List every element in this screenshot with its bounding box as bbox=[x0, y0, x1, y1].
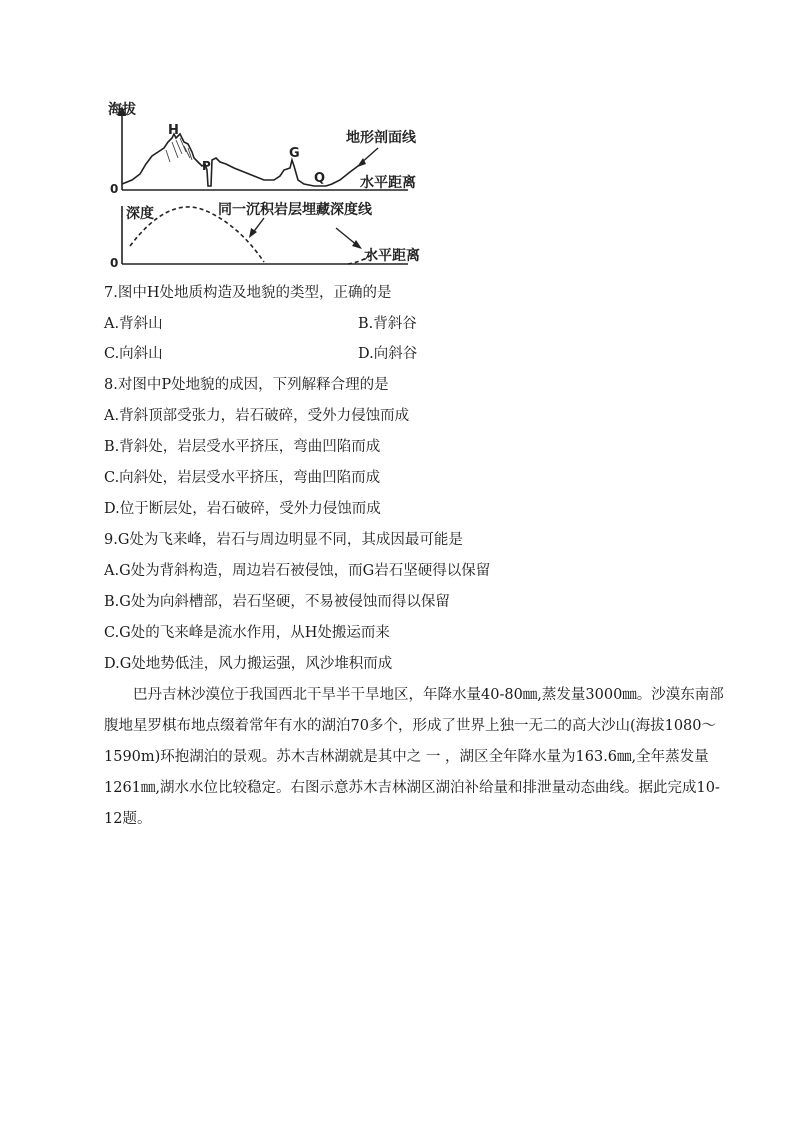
point-label-q: Q bbox=[314, 171, 326, 186]
bottom-x-label: 水平距离 bbox=[364, 248, 420, 264]
bottom-origin: 0 bbox=[110, 256, 119, 270]
option-c: C.G处的飞来峰是流水作用，从H处搬运而来 bbox=[104, 625, 390, 641]
curve-label-depth: 同一沉积岩层埋藏深度线 bbox=[218, 202, 372, 218]
bottom-panel bbox=[110, 201, 420, 270]
option-a: A.背斜山 bbox=[104, 316, 163, 332]
option-c: C.向斜处，岩层受水平挤压，弯曲凹陷而成 bbox=[104, 470, 381, 486]
option-d: D.向斜谷 bbox=[358, 346, 418, 362]
question-stem: 7.图中H处地质构造及地貌的类型，正确的是 bbox=[104, 285, 392, 301]
h-mountain-hatching bbox=[166, 138, 192, 162]
option-b: B.背斜处，岩层受水平挤压，弯曲凹陷而成 bbox=[104, 439, 381, 455]
option-b: B.背斜谷 bbox=[358, 316, 417, 332]
curve-label-terrain: 地形剖面线 bbox=[346, 130, 416, 146]
passage-text: 巴丹吉林沙漠位于我国西北干旱半干旱地区，年降水量40-80㎜,蒸发量3000㎜。沙漠东南部腹地星罗棋布地点缀着常年有水的湖泊70多个，形成了世界上独一无二的高大沙山(海拔1080～1590m)环抱湖泊的景观。苏木吉林湖就是其中之 一 ，湖区全年降水量为163.6㎜,全年蒸发量1261㎜,湖水水位比较稳定。右图示意苏木吉林湖区湖泊补给量和排泄量动态曲线。据此完成10-12题。 bbox=[104, 687, 724, 827]
top-y-label: 海拔 bbox=[108, 102, 136, 118]
question-stem: 9.G处为飞来峰，岩石与周边明显不同，其成因最可能是 bbox=[104, 532, 463, 548]
bottom-y-label: 深度 bbox=[126, 206, 154, 222]
point-label-g: G bbox=[289, 146, 300, 161]
question-stem: 8.对图中P处地貌的成因，下列解释合理的是 bbox=[104, 377, 389, 393]
option-a: A.背斜顶部受张力，岩石破碎，受外力侵蚀而成 bbox=[104, 408, 410, 424]
option-b: B.G处为向斜槽部，岩石坚硬，不易被侵蚀而得以保留 bbox=[104, 594, 450, 610]
top-x-label: 水平距离 bbox=[360, 175, 416, 191]
top-origin: 0 bbox=[110, 182, 119, 196]
point-label-h: H bbox=[168, 123, 179, 138]
option-d: D.G处地势低洼，风力搬运强，风沙堆积而成 bbox=[104, 656, 393, 672]
option-c: C.向斜山 bbox=[104, 346, 163, 362]
passage bbox=[104, 680, 724, 835]
terrain-profile-line bbox=[122, 134, 362, 186]
top-panel bbox=[108, 101, 417, 196]
geology-profile-figure bbox=[108, 100, 448, 272]
option-d: D.位于断层处，岩石破碎，受外力侵蚀而成 bbox=[104, 501, 381, 517]
depth-pointer-right-head bbox=[352, 240, 362, 249]
point-label-p: P bbox=[202, 159, 211, 173]
option-a: A.G处为背斜构造，周边岩石被侵蚀，而G岩石坚硬得以保留 bbox=[104, 563, 491, 579]
